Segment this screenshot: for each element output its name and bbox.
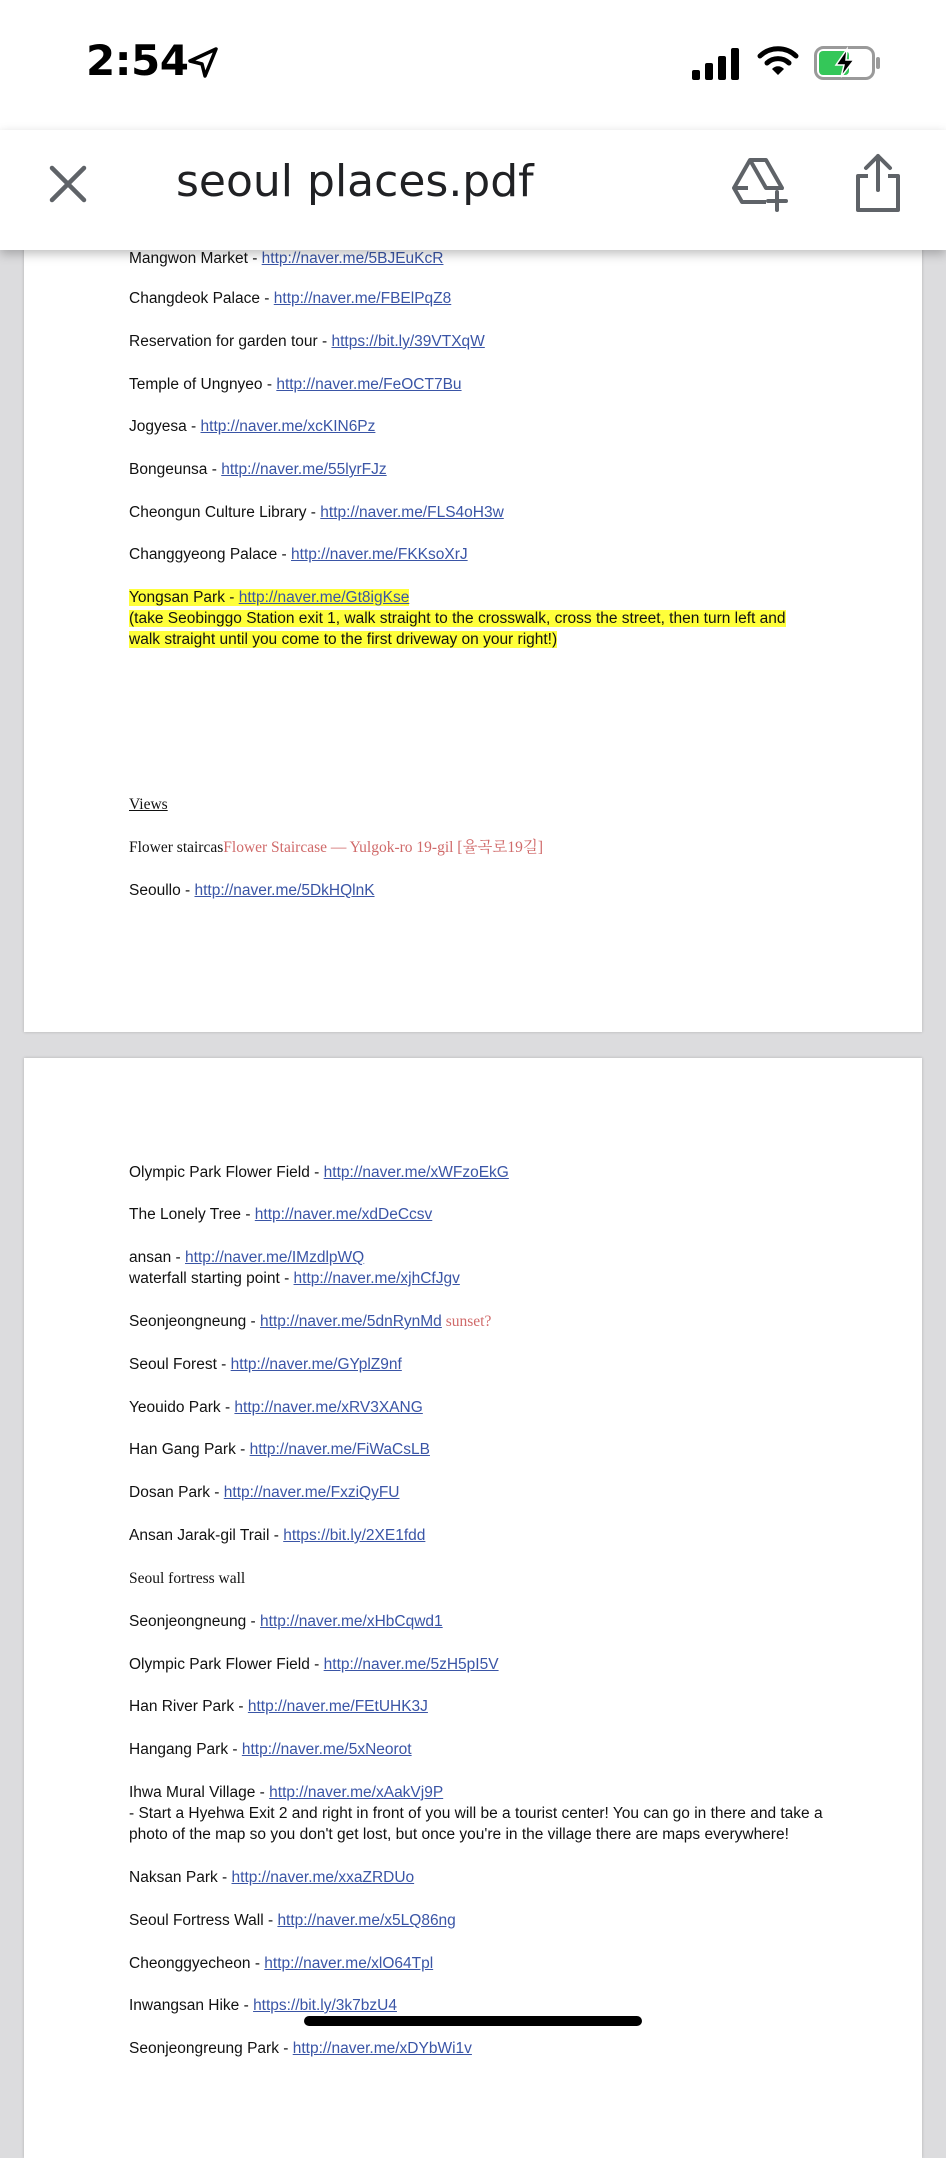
list-item: [129, 374, 462, 395]
place-label: Seonjeongneung -: [129, 1313, 261, 1330]
place-link[interactable]: https://bit.ly/2XE1fdd: [283, 1527, 426, 1544]
place-link[interactable]: http://naver.me/55lyrFJz: [221, 461, 387, 478]
list-item: [129, 1654, 499, 1675]
place-link[interactable]: Flower Staircase — Yulgok-ro 19-gil [율곡로19길]: [223, 839, 544, 856]
highlighted-note-line: [129, 608, 786, 629]
place-link[interactable]: http://naver.me/xHbCqwd1: [260, 1613, 443, 1630]
list-item: [129, 1268, 460, 1289]
place-link[interactable]: http://naver.me/5xNeorot: [241, 1741, 412, 1758]
place-label: Cheonggyecheon -: [129, 1955, 265, 1972]
pdf-page-1: [24, 130, 922, 1032]
pdf-viewer[interactable]: [0, 250, 946, 2057]
place-label: Inwangsan Hike -: [129, 1997, 254, 2014]
place-label: Seonjeongreung Park -: [129, 2040, 293, 2057]
place-label: Cheongun Culture Library -: [129, 504, 321, 521]
place-label: Olympic Park Flower Field -: [129, 1656, 324, 1673]
place-link[interactable]: http://naver.me/xDYbWi1v: [292, 2040, 472, 2057]
place-label: Yongsan Park -: [129, 589, 239, 606]
list-item: [129, 1311, 491, 1332]
list-item: [129, 1696, 428, 1717]
place-label: ansan -: [129, 1249, 186, 1266]
document-title: seoul places.pdf: [176, 156, 534, 207]
share-icon[interactable]: [850, 152, 906, 214]
list-item: [129, 1953, 433, 1974]
battery-charging-icon: [814, 46, 882, 80]
list-item: [129, 1247, 364, 1268]
place-label: Naksan Park -: [129, 1869, 232, 1886]
place-link[interactable]: http://naver.me/FxziQyFU: [223, 1484, 400, 1501]
place-label: Ansan Jarak-gil Trail -: [129, 1527, 284, 1544]
list-item: [129, 331, 485, 352]
list-item: [129, 416, 375, 437]
directions-note: (take Seobinggo Station exit 1, walk straight to the crosswalk, cross the street, then turn left and: [129, 610, 786, 627]
list-item: [129, 1439, 430, 1460]
place-label: Seonjeongneung -: [129, 1613, 261, 1630]
status-bar: [0, 0, 946, 130]
place-link[interactable]: http://naver.me/x5LQ86ng: [277, 1912, 456, 1929]
cellular-signal-icon: [692, 48, 740, 80]
place-label: Changgyeong Palace -: [129, 546, 292, 563]
note-line: - Start a Hyehwa Exit 2 and right in front of you will be a tourist center! You can go in there and take a: [129, 1805, 823, 1822]
place-link[interactable]: http://naver.me/FEtUHK3J: [247, 1698, 428, 1715]
place-label: Jogyesa -: [129, 418, 201, 435]
list-item: [129, 248, 443, 269]
place-link[interactable]: http://naver.me/5BJEuKcR: [261, 250, 444, 267]
plain-item: Seoul fortress wall: [129, 1570, 246, 1587]
place-link[interactable]: https://bit.ly/39VTXqW: [331, 333, 485, 350]
place-label: Han River Park -: [129, 1698, 248, 1715]
directions-note: walk straight until you come to the first driveway on your right!): [129, 631, 558, 648]
place-link[interactable]: http://naver.me/xcKIN6Pz: [200, 418, 376, 435]
list-item: [129, 288, 451, 309]
place-link[interactable]: http://naver.me/xjhCfJgv: [293, 1270, 460, 1287]
wifi-icon: [758, 44, 798, 78]
place-label: Mangwon Market -: [129, 250, 262, 267]
section-heading: Views: [129, 796, 168, 813]
place-label: Ihwa Mural Village -: [129, 1784, 270, 1801]
list-item: [129, 880, 375, 901]
close-icon[interactable]: [44, 160, 92, 208]
place-link[interactable]: http://naver.me/xxaZRDUo: [231, 1869, 415, 1886]
list-item: [129, 1611, 443, 1632]
place-label: Temple of Ungnyeo -: [129, 376, 277, 393]
place-label: Dosan Park -: [129, 1484, 224, 1501]
place-link[interactable]: http://naver.me/IMzdlpWQ: [185, 1249, 365, 1266]
place-link[interactable]: http://naver.me/FBElPqZ8: [273, 290, 452, 307]
list-item: [129, 1782, 443, 1803]
highlighted-note-line: [129, 629, 557, 650]
place-link[interactable]: http://naver.me/xRV3XANG: [234, 1399, 423, 1416]
list-item: [129, 544, 468, 565]
list-item: [129, 459, 387, 480]
place-link[interactable]: http://naver.me/FLS4oH3w: [320, 504, 504, 521]
place-label: Changdeok Palace -: [129, 290, 274, 307]
list-item: [129, 1162, 509, 1183]
place-label: Flower staircas: [129, 839, 224, 856]
place-label: Yeouido Park -: [129, 1399, 235, 1416]
list-item: [129, 1204, 432, 1225]
place-link[interactable]: http://naver.me/5DkHQlnK: [194, 882, 375, 899]
place-label: Seoul Fortress Wall -: [129, 1912, 278, 1929]
list-item: [129, 1995, 397, 2016]
place-link[interactable]: http://naver.me/5dnRynMd: [260, 1313, 442, 1330]
place-link[interactable]: https://bit.ly/3k7bzU4: [253, 1997, 397, 2014]
place-label: Hangang Park -: [129, 1741, 242, 1758]
note-line: photo of the map so you don't get lost, but once you're in the village there are maps everywhere!: [129, 1826, 789, 1843]
list-item: [129, 1482, 399, 1503]
place-label: Han Gang Park -: [129, 1441, 250, 1458]
list-item: [129, 2038, 472, 2059]
list-item: [129, 1354, 402, 1375]
status-time: 2:54: [86, 36, 189, 85]
list-item: [129, 1525, 425, 1546]
list-item: [129, 1739, 412, 1760]
comment-note: sunset?: [441, 1313, 492, 1330]
list-item: [129, 837, 543, 858]
list-item: [129, 502, 504, 523]
place-link[interactable]: http://naver.me/FKKsoXrJ: [291, 546, 468, 563]
pdf-page-2: [24, 1058, 922, 2158]
list-item: [129, 1397, 423, 1418]
place-label: The Lonely Tree -: [129, 1206, 255, 1223]
place-link[interactable]: http://naver.me/xWFzoEkG: [323, 1164, 509, 1181]
place-link[interactable]: http://naver.me/Gt8igKse: [238, 589, 410, 606]
home-indicator[interactable]: [304, 2016, 642, 2026]
list-item: [129, 1910, 456, 1931]
place-link[interactable]: http://naver.me/xdDeCcsv: [254, 1206, 433, 1223]
highlighted-item: [129, 587, 409, 608]
place-link[interactable]: http://naver.me/GYplZ9nf: [230, 1356, 402, 1373]
place-link[interactable]: http://naver.me/FiWaCsLB: [249, 1441, 430, 1458]
place-link[interactable]: http://naver.me/5zH5pI5V: [323, 1656, 499, 1673]
document-toolbar: [0, 130, 946, 250]
place-link[interactable]: http://naver.me/xAakVj9P: [269, 1784, 444, 1801]
place-label: Seoul Forest -: [129, 1356, 231, 1373]
add-to-drive-icon[interactable]: [732, 154, 790, 212]
location-arrow-icon: [186, 46, 220, 80]
place-link[interactable]: http://naver.me/FeOCT7Bu: [276, 376, 462, 393]
list-item: [129, 1867, 414, 1888]
place-label: Olympic Park Flower Field -: [129, 1164, 324, 1181]
place-label: Reservation for garden tour -: [129, 333, 332, 350]
place-label: waterfall starting point -: [129, 1270, 294, 1287]
place-label: Bongeunsa -: [129, 461, 222, 478]
place-link[interactable]: http://naver.me/xlO64Tpl: [264, 1955, 434, 1972]
place-label: Seoullo -: [129, 882, 195, 899]
